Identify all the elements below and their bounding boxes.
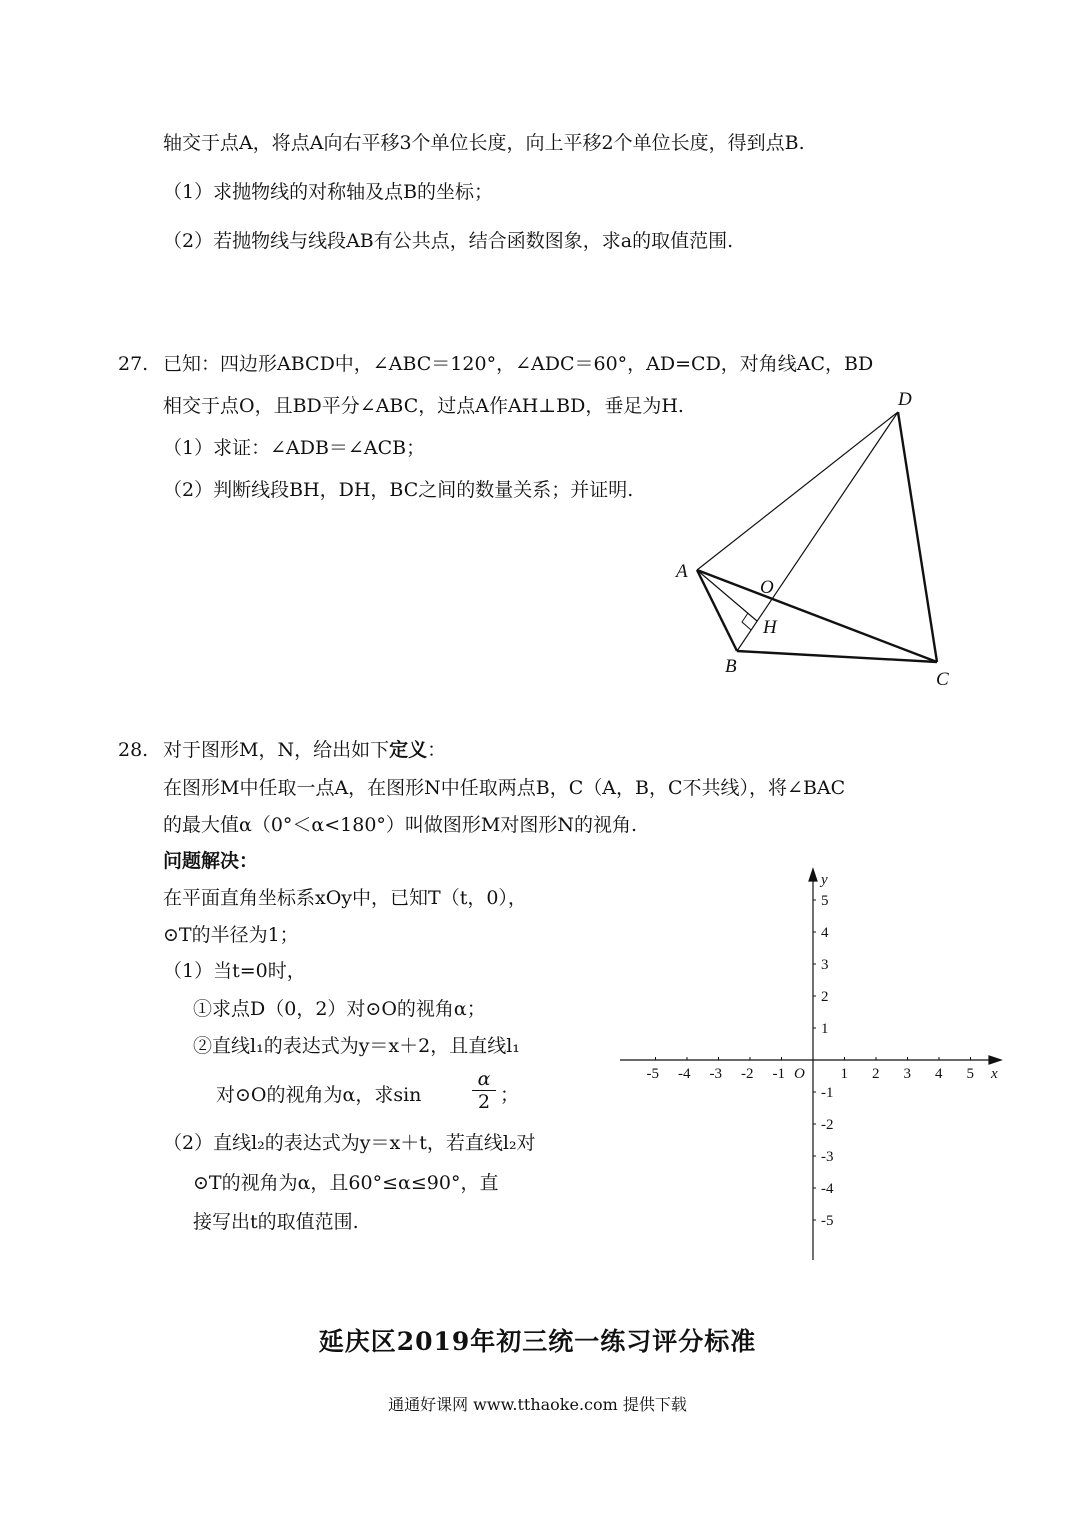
- y-tick-label: -4: [821, 1181, 834, 1197]
- x-tick-label: 1: [840, 1066, 848, 1082]
- label-H: H: [763, 617, 777, 638]
- q28-part2b: ⊙T的视角为α，且60°≤α≤90°，直: [193, 1172, 499, 1194]
- q28-number: 28.: [118, 739, 149, 761]
- q27-part1: （1）求证：∠ADB＝∠ACB；: [163, 437, 426, 459]
- q28-part1a: ①求点D（0，2）对⊙O的视角α；: [193, 998, 486, 1020]
- q28-part2a: （2）直线l₂的表达式为y＝x＋t，若直线l₂对: [163, 1132, 536, 1154]
- q28-part1b2-pre: 对⊙O的视角为α，求sin: [216, 1084, 422, 1106]
- y-tick-label: -1: [821, 1085, 834, 1101]
- x-tick-label: 2: [872, 1066, 880, 1082]
- x-tick-label: -5: [646, 1066, 659, 1082]
- q28-line4: 在平面直角坐标系xOy中，已知T（t，0），: [163, 887, 527, 909]
- q28-coordinate-axes: [600, 860, 1020, 1270]
- sin-alpha-over-2-fraction: [472, 1068, 496, 1113]
- y-tick-label: -3: [821, 1149, 834, 1165]
- q28-line1: [163, 737, 446, 763]
- q28-line1-text: 对于图形M，N，给出如下: [163, 739, 390, 761]
- y-tick-label: -5: [821, 1213, 834, 1229]
- q28-part2c: 接写出t的取值范围.: [193, 1211, 359, 1233]
- y-tick-label: -2: [821, 1117, 834, 1133]
- q28-part1b2-post: ；: [500, 1084, 520, 1106]
- y-tick-label: 5: [821, 893, 829, 909]
- q28-definition-word: 定义: [389, 739, 428, 761]
- y-tick-label: 4: [821, 925, 829, 941]
- x-tick-label: -3: [709, 1066, 722, 1082]
- q26-part1: （1）求抛物线的对称轴及点B的坐标；: [163, 181, 494, 203]
- q28-line3: 的最大值α（0°＜α<180°）叫做图形M对图形N的视角.: [163, 814, 638, 836]
- x-tick-label: -1: [772, 1066, 785, 1082]
- origin-label: O: [794, 1066, 805, 1082]
- x-tick-label: 3: [903, 1066, 911, 1082]
- segment-BC: [737, 651, 937, 662]
- x-axis-label: x: [991, 1066, 998, 1082]
- x-tick-label: 4: [935, 1066, 943, 1082]
- x-tick-label: 5: [966, 1066, 974, 1082]
- segment-AC: [697, 570, 937, 662]
- y-tick-label: 1: [821, 1021, 829, 1037]
- q27-line1: 已知：四边形ABCD中，∠ABC＝120°，∠ADC＝60°，AD=CD，对角线AC，BD: [163, 353, 874, 375]
- q26-intro: 轴交于点A，将点A向右平移3个单位长度，向上平移2个单位长度，得到点B.: [163, 132, 805, 154]
- x-tick-label: -4: [678, 1066, 691, 1082]
- section-title: 延庆区2019年初三统一练习评分标准: [318, 1327, 757, 1356]
- fraction-numerator: α: [472, 1068, 496, 1091]
- label-B: B: [725, 656, 737, 677]
- q28-line2: 在图形M中任取一点A，在图形N中任取两点B，C（A，B，C不共线），将∠BAC: [163, 777, 846, 799]
- y-tick-label: 3: [821, 957, 829, 973]
- right-angle-mark: [742, 613, 751, 630]
- fraction-denominator: 2: [477, 1091, 491, 1113]
- segment-AD: [697, 412, 898, 570]
- page-footer: 通通好课网 www.tthaoke.com 提供下载: [388, 1395, 687, 1414]
- label-O: O: [760, 577, 774, 598]
- y-tick-label: 2: [821, 989, 829, 1005]
- label-A: A: [676, 561, 688, 582]
- q28-line1-end: ：: [427, 739, 447, 761]
- q28-problem-heading: 问题解决：: [163, 850, 259, 872]
- label-D: D: [898, 389, 912, 410]
- q28-part1b: ②直线l₁的表达式为y＝x＋2，且直线l₁: [193, 1035, 520, 1057]
- x-tick-label: -2: [741, 1066, 754, 1082]
- x-axis-arrow: [989, 1056, 1001, 1064]
- q28-line5: ⊙T的半径为1；: [163, 924, 299, 946]
- y-axis-label: y: [821, 872, 828, 888]
- q27-line2: 相交于点O，且BD平分∠ABC，过点A作AH⊥BD，垂足为H.: [163, 395, 684, 417]
- q28-part1: （1）当t=0时，: [163, 960, 306, 982]
- q26-part2: （2）若抛物线与线段AB有公共点，结合函数图象，求a的取值范围.: [163, 230, 734, 252]
- y-axis-arrow: [809, 869, 817, 881]
- q27-part2: （2）判断线段BH，DH，BC之间的数量关系；并证明.: [163, 479, 634, 501]
- q27-number: 27.: [118, 353, 149, 375]
- label-C: C: [936, 669, 949, 690]
- segment-DC: [898, 412, 937, 662]
